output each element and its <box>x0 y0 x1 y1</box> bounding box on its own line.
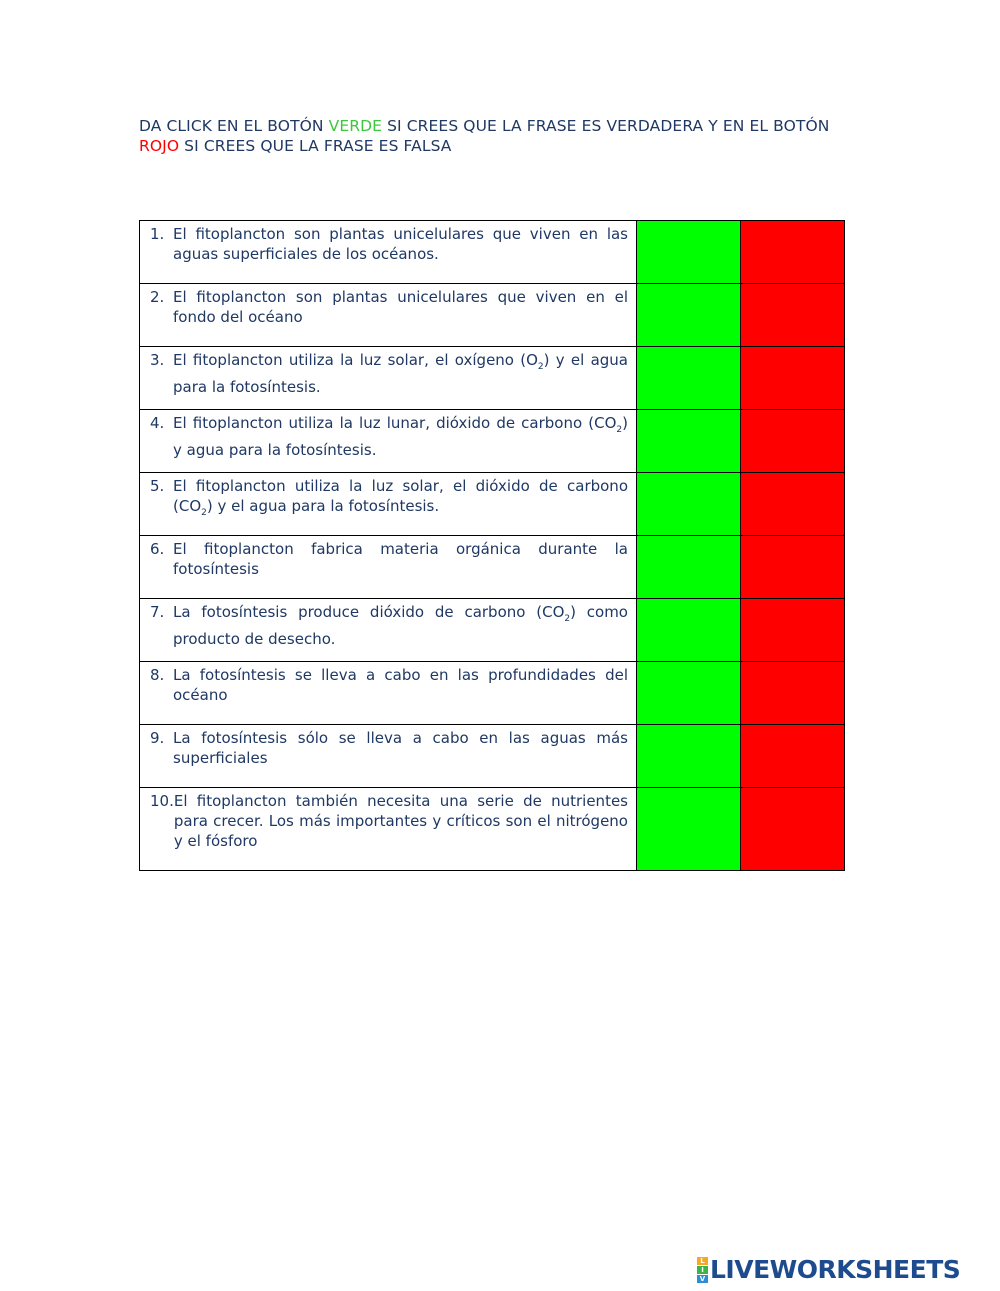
statement-text <box>174 791 628 851</box>
statement-cell <box>140 599 637 662</box>
statement <box>150 287 628 327</box>
statement-text <box>173 350 628 397</box>
statement-text <box>173 224 628 264</box>
logo-letter-block: V <box>697 1275 708 1283</box>
statement <box>150 665 628 705</box>
table-row <box>140 788 845 871</box>
statement-text <box>173 602 628 649</box>
liveworksheets-logo <box>697 1257 960 1283</box>
statement-text-main: El fitoplancton fabrica materia orgánica durante la fotosíntesis <box>173 540 628 578</box>
table-row <box>140 347 845 410</box>
statement-cell <box>140 347 637 410</box>
statement-cell <box>140 473 637 536</box>
false-button[interactable] <box>741 473 845 536</box>
statement-text <box>173 287 628 327</box>
true-false-table <box>139 220 845 871</box>
statement-number: 2. <box>150 288 165 306</box>
table-row <box>140 473 845 536</box>
table-row <box>140 536 845 599</box>
true-button[interactable] <box>637 347 741 410</box>
statement-cell <box>140 725 637 788</box>
false-button[interactable] <box>741 599 845 662</box>
statement <box>150 350 628 397</box>
statement <box>150 413 628 460</box>
true-button[interactable] <box>637 599 741 662</box>
statement-number: 9. <box>150 729 165 747</box>
statement-subscript: 2 <box>616 425 623 435</box>
statement <box>150 602 628 649</box>
false-button[interactable] <box>741 725 845 788</box>
table-row <box>140 221 845 284</box>
statement-cell <box>140 788 637 871</box>
statement-text-main: El fitoplancton utiliza la luz solar, el dióxido de carbono (CO <box>173 477 628 515</box>
statement-number: 10. <box>150 792 174 810</box>
statement-text-main: La fotosíntesis sólo se lleva a cabo en las aguas más superficiales <box>173 729 628 767</box>
statement-number: 7. <box>150 603 165 621</box>
true-button[interactable] <box>637 788 741 871</box>
false-button[interactable] <box>741 662 845 725</box>
statement <box>150 539 628 579</box>
statement-text-main: El fitoplancton son plantas unicelulares que viven en el fondo del océano <box>173 288 628 326</box>
instructions-text <box>139 116 859 156</box>
statement-text-main: La fotosíntesis se lleva a cabo en las profundidades del océano <box>173 666 628 704</box>
statement-text <box>173 413 628 460</box>
instructions-red-word: ROJO <box>139 137 180 155</box>
statement-cell <box>140 284 637 347</box>
statement-text-main: El fitoplancton utiliza la luz solar, el oxígeno (O <box>173 351 538 369</box>
statement-text <box>173 539 628 579</box>
statement-subscript: 2 <box>537 362 544 372</box>
statement-text-main: El fitoplancton también necesita una serie de nutrientes para crecer. Los más importantes y críticos son el nitrógeno y el fósforo <box>173 792 628 850</box>
statement-text-main: La fotosíntesis produce dióxido de carbono (CO <box>173 603 565 621</box>
table-row <box>140 662 845 725</box>
false-button[interactable] <box>741 284 845 347</box>
statement-text <box>173 476 628 523</box>
instructions-part-2: SI CREES QUE LA FRASE ES VERDADERA Y EN EL BOTÓN <box>382 117 830 135</box>
statement-subscript: 2 <box>564 614 571 624</box>
false-button[interactable] <box>741 536 845 599</box>
true-button[interactable] <box>637 725 741 788</box>
true-button[interactable] <box>637 284 741 347</box>
statement-text-main: El fitoplancton utiliza la luz lunar, dióxido de carbono (CO <box>173 414 617 432</box>
statement <box>150 224 628 264</box>
true-button[interactable] <box>637 221 741 284</box>
statement-number: 3. <box>150 351 165 369</box>
statement-number: 4. <box>150 414 165 432</box>
statement-text-rest: ) y agua para la fotosíntesis. <box>173 414 628 459</box>
true-button[interactable] <box>637 473 741 536</box>
statement-cell <box>140 221 637 284</box>
instructions-part-1: DA CLICK EN EL BOTÓN <box>139 117 329 135</box>
logo-letter-blocks <box>697 1257 708 1283</box>
statement-number: 6. <box>150 540 165 558</box>
statement-text-rest: ) y el agua para la fotosíntesis. <box>206 497 440 515</box>
true-button[interactable] <box>637 536 741 599</box>
logo-letter-block: I <box>697 1266 708 1274</box>
statement <box>150 728 628 768</box>
statement-cell <box>140 536 637 599</box>
table-row <box>140 410 845 473</box>
false-button[interactable] <box>741 788 845 871</box>
true-button[interactable] <box>637 410 741 473</box>
true-button[interactable] <box>637 662 741 725</box>
table-row <box>140 599 845 662</box>
statement <box>150 476 628 523</box>
statement-number: 8. <box>150 666 165 684</box>
false-button[interactable] <box>741 221 845 284</box>
false-button[interactable] <box>741 347 845 410</box>
statement-text <box>173 728 628 768</box>
statement-cell <box>140 410 637 473</box>
logo-letter-block: L <box>697 1257 708 1265</box>
table-row <box>140 725 845 788</box>
instructions-part-3: SI CREES QUE LA FRASE ES FALSA <box>179 137 452 155</box>
statement-cell <box>140 662 637 725</box>
instructions-green-word: VERDE <box>328 117 383 135</box>
statement-text <box>173 665 628 705</box>
table-row <box>140 284 845 347</box>
statement-number: 1. <box>150 225 165 243</box>
statement-text-rest: ) y el agua para la fotosíntesis. <box>173 351 629 396</box>
statement-subscript: 2 <box>201 508 207 518</box>
false-button[interactable] <box>741 410 845 473</box>
statement <box>150 791 628 851</box>
statement-text-main: El fitoplancton son plantas unicelulares que viven en las aguas superficiales de los océanos. <box>173 225 628 263</box>
statement-number: 5. <box>150 477 165 495</box>
statement-text-rest: ) como producto de desecho. <box>173 603 628 648</box>
logo-wordmark: LIVEWORKSHEETS <box>710 1255 961 1284</box>
